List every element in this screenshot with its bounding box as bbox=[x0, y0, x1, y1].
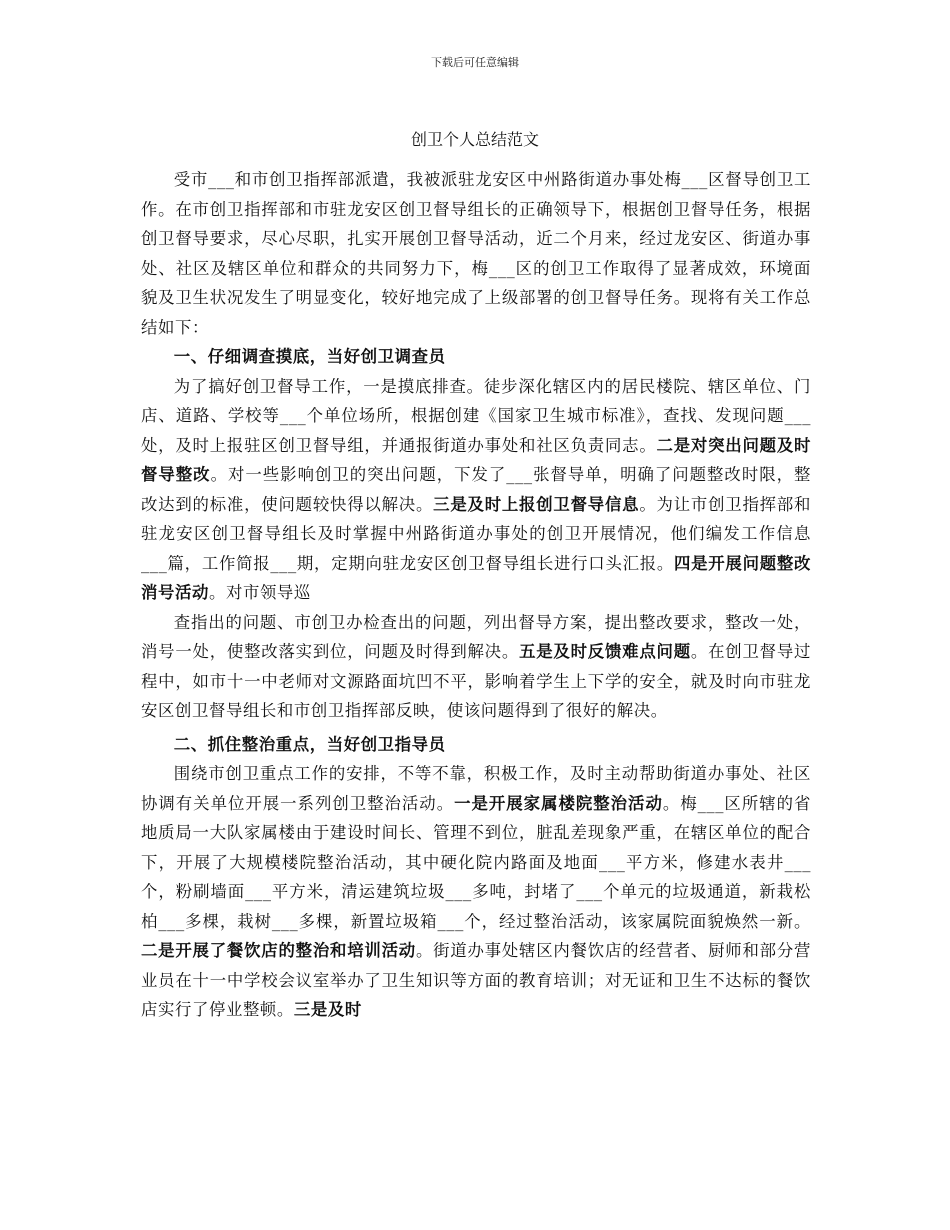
section-2-paragraph-1 bbox=[141, 759, 811, 1025]
section-1-paragraph-1 bbox=[141, 372, 811, 608]
bold-run: 五是及时反馈难点问题 bbox=[519, 642, 691, 661]
text-run: 围绕市创卫重点工作的安排，不等不靠，积极工作，及时主动帮助街道办事处、社区协调有关单位开展一系列创卫整治活动。 bbox=[141, 764, 811, 813]
intro-paragraph: 受市___和市创卫指挥部派遣，我被派驻龙安区中州路街道办事处梅___区督导创卫工作。在市创卫指挥部和市驻龙安区创卫督导组长的正确领导下，根据创卫督导任务，根据创卫督导要求，尽心尽职，扎实开展创卫督导活动，近二个月来，经过龙安区、街道办事处、社区及辖区单位和群众的共同努力下，梅___区的创卫工作取得了显著成效，环境面貌及卫生状况发生了明显变化，较好地完成了上级部署的创卫督导任务。现将有关工作总结如下： bbox=[141, 170, 811, 337]
text-run: 查指出的问题、市创卫办检查出的问题，列出督导方案，提出整改要求，整改一处，消号一处，使整改落实到位，问题及时得到解决。 bbox=[141, 612, 811, 661]
text-run: 为了搞好创卫督导工作，一是摸底排查。徒步深化辖区内的居民楼院、辖区单位、门店、道路、学校等___个单位场所，根据创建《国家卫生城市标准》，查找、发现问题___处，及时上报驻区创卫督导组，并通报街道办事处和社区负责同志。 bbox=[141, 376, 811, 455]
text-run: 。对一些影响创卫的突出问题，下发了___张督导单，明确了问题整改时限，整改达到的标准，使问题较快得以解决。 bbox=[141, 465, 812, 514]
bold-run: 三是及时上报创卫督导信息 bbox=[433, 494, 640, 514]
section-2-heading: 二、抓住整治重点，当好创卫指导员 bbox=[173, 734, 446, 754]
text-run: 。对市领导巡 bbox=[208, 583, 311, 602]
bold-run: 一是开展家属楼院整治活动 bbox=[454, 793, 663, 813]
text-run: 。梅___区所辖的省地质局一大队家属楼由于建设时间长、管理不到位，脏乱差现象严重，在辖区单位的配合下，开展了大规模楼院整治活动，其中硬化院内路面及地面___平方米，修建水表井___个，粉刷墙面___平方米，清运建筑垃圾___多吨，封堵了___个单元的垃圾通道，新栽松柏___多棵，栽树___多棵，新置垃圾箱___个，经过整治活动，该家属院面貌焕然一新。 bbox=[141, 793, 811, 931]
bold-run: 三是及时 bbox=[293, 1000, 362, 1019]
section-1-paragraph-2 bbox=[141, 608, 811, 726]
text-run: 。在创卫督导过程中，如市十一中老师对文源路面坑凹不平，影响着学生上下学的安全，就及时向市驻龙安区创卫督导组长和市创卫指挥部反映，使该问题得到了很好的解决。 bbox=[141, 642, 812, 720]
bold-run: 四是开展问题整改消号活动 bbox=[141, 553, 811, 602]
bold-run: 二是对突出问题及时督导整改 bbox=[141, 435, 811, 484]
text-run: 。街道办事处辖区内餐饮店的经营者、厨师和部分营业员在十一中学校会议室举办了卫生知识等方面的教育培训；对无证和卫生不达标的餐饮店实行了停业整顿。 bbox=[141, 941, 811, 1019]
section-1-heading: 一、仔细调查摸底，当好创卫调查员 bbox=[173, 347, 446, 366]
page-header-note: 下载后可任意编辑 bbox=[431, 56, 519, 69]
document-title: 创卫个人总结范文 bbox=[410, 130, 539, 149]
document-body bbox=[141, 165, 811, 1025]
text-run: 。为让市创卫指挥部和驻龙安区创卫督导组长及时掌握中州路街道办事处的创卫开展情况，他们编发工作信息___篇，工作简报___期，定期向驻龙安区创卫督导组长进行口头汇报。 bbox=[141, 494, 812, 573]
bold-run: 二是开展了餐饮店的整治和培训活动 bbox=[141, 941, 416, 960]
